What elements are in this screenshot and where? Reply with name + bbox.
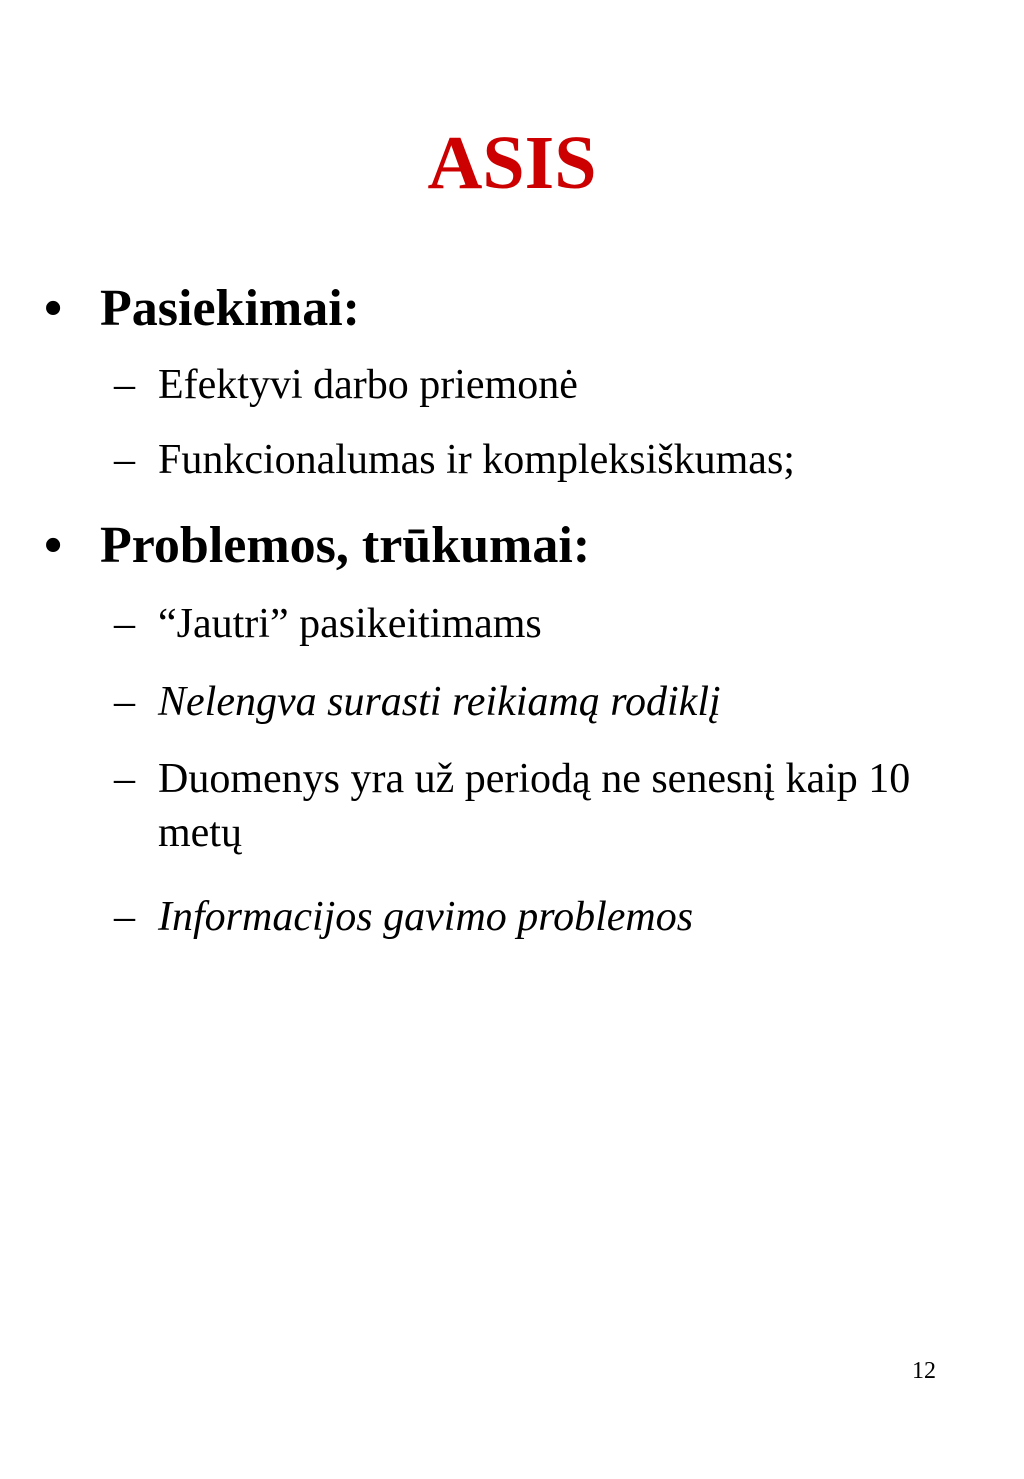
list-item-text: Funkcionalumas ir kompleksiškumas;	[158, 437, 795, 483]
list-item-text: Nelengva surasti reikiamą rodiklį	[158, 679, 721, 725]
dash-icon: –	[114, 756, 135, 802]
dash-icon: –	[114, 601, 135, 647]
dash-icon: –	[114, 437, 135, 483]
bullet-icon: •	[44, 517, 63, 574]
bullet-icon: •	[44, 280, 63, 337]
page-number: 12	[912, 1358, 936, 1384]
slide-title: ASIS	[427, 121, 597, 205]
section-heading-label: Problemos, trūkumai:	[100, 517, 591, 574]
list-item-text: Informacijos gavimo problemos	[158, 894, 694, 940]
dash-icon: –	[114, 679, 135, 725]
dash-icon: –	[114, 362, 135, 408]
list-item-text: Duomenys yra už periodą ne senesnį kaip 10 metų	[158, 756, 911, 856]
list-item-text: Efektyvi darbo priemonė	[158, 362, 578, 408]
dash-icon: –	[114, 894, 135, 940]
list-item-text: “Jautri” pasikeitimams	[158, 601, 542, 647]
section-heading-label: Pasiekimai:	[100, 280, 360, 337]
